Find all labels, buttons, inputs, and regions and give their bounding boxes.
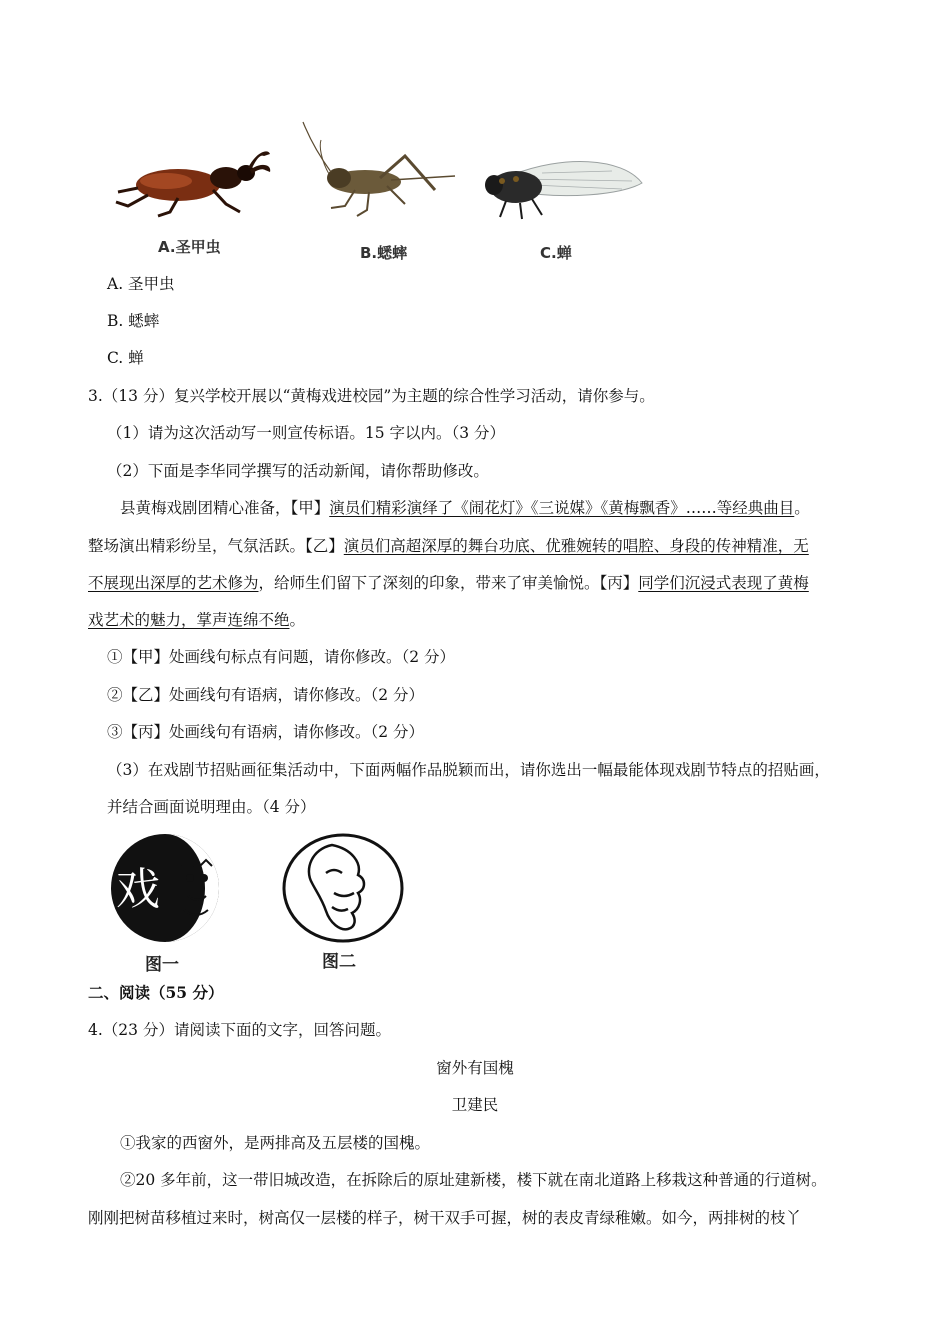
caption-scarab: A.圣甲虫 [158,238,221,256]
paragraph-2-line-2: 刚刚把树苗移植过来时，树高仅一层楼的样子，树干双手可握，树的表皮青绿稚嫩。如今，两排树的枝丫 [88,1209,802,1227]
news-text: 整场演出精彩纷呈，气氛活跃。【乙】 [88,537,344,555]
cricket-image [295,120,465,220]
fig1-caption: 图一 [145,955,179,975]
section-heading: 二、阅读（55 分） [88,983,224,1002]
news-text: 县黄梅戏剧团精心准备，【甲】 [120,499,330,517]
news-text: 。 [289,611,306,629]
q3-sub1: （1）请为这次活动写一则宣传标语。15 字以内。（3 分） [107,424,506,442]
news-line-2 [88,536,809,556]
option-c[interactable]: C. 蝉 [107,349,144,367]
paragraph-1: ①我家的西窗外，是两排高及五层楼的国槐。 [120,1134,431,1152]
underlined-sentence-yi: 演员们高超深厚的舞台功底、优雅婉转的唱腔、身段的传神精准，无 [343,537,809,555]
poster-figure-1 [108,830,223,948]
news-text: ，给师生们留下了深刻的印象，带来了审美愉悦。【丙】 [258,574,639,592]
cicada-image [472,145,647,225]
article-title: 窗外有国槐 [436,1059,514,1077]
news-line-4 [88,610,305,630]
news-line-3 [88,573,809,593]
caption-cicada: C.蝉 [540,244,572,262]
option-a[interactable]: A. 圣甲虫 [107,275,175,293]
caption-cricket: B.蟋蟀 [360,244,408,262]
q3-sub3-line-1: （3）在戏剧节招贴画征集活动中，下面两幅作品脱颖而出，请你选出一幅最能体现戏剧节特点的招贴画， [107,761,830,779]
underlined-sentence-bing-cont: 戏艺术的魅力，掌声连绵不绝 [88,611,290,629]
news-text: 。 [794,499,810,517]
q3-item-2: ②【乙】处画线句有语病，请你修改。（2 分） [107,686,425,704]
option-b[interactable]: B. 蟋蟀 [107,312,160,330]
underlined-sentence-jia: 演员们精彩演绎了《闹花灯》《三说媒》《黄梅飘香》……等经典曲目 [329,499,795,517]
article-author: 卫建民 [451,1096,499,1114]
paragraph-2-line-1: ②20 多年前，这一带旧城改造，在拆除后的原址建新楼，楼下就在南北道路上移栽这种普通的行道树。 [120,1171,827,1189]
q3-item-1: ①【甲】处画线句标点有问题，请你修改。（2 分） [107,648,456,666]
q3-sub2: （2）下面是李华同学撰写的活动新闻，请你帮助修改。 [107,462,489,480]
news-line-1 [120,498,810,518]
fig1-character: 戏 [116,864,160,915]
q3-sub3-line-2: 并结合画面说明理由。（4 分） [107,798,316,816]
q3-stem: 3.（13 分）复兴学校开展以“黄梅戏进校园”为主题的综合性学习活动，请你参与。 [88,387,655,405]
stag-beetle-image [108,140,278,220]
fig2-caption: 图二 [322,952,356,972]
q4-stem: 4.（23 分）请阅读下面的文字，回答问题。 [88,1021,391,1039]
underlined-sentence-bing: 同学们沉浸式表现了黄梅 [638,574,809,592]
q3-item-3: ③【丙】处画线句有语病，请你修改。（2 分） [107,723,425,741]
underlined-sentence-yi-cont: 不展现出深厚的艺术修为 [88,574,259,592]
poster-figure-2 [282,833,404,943]
